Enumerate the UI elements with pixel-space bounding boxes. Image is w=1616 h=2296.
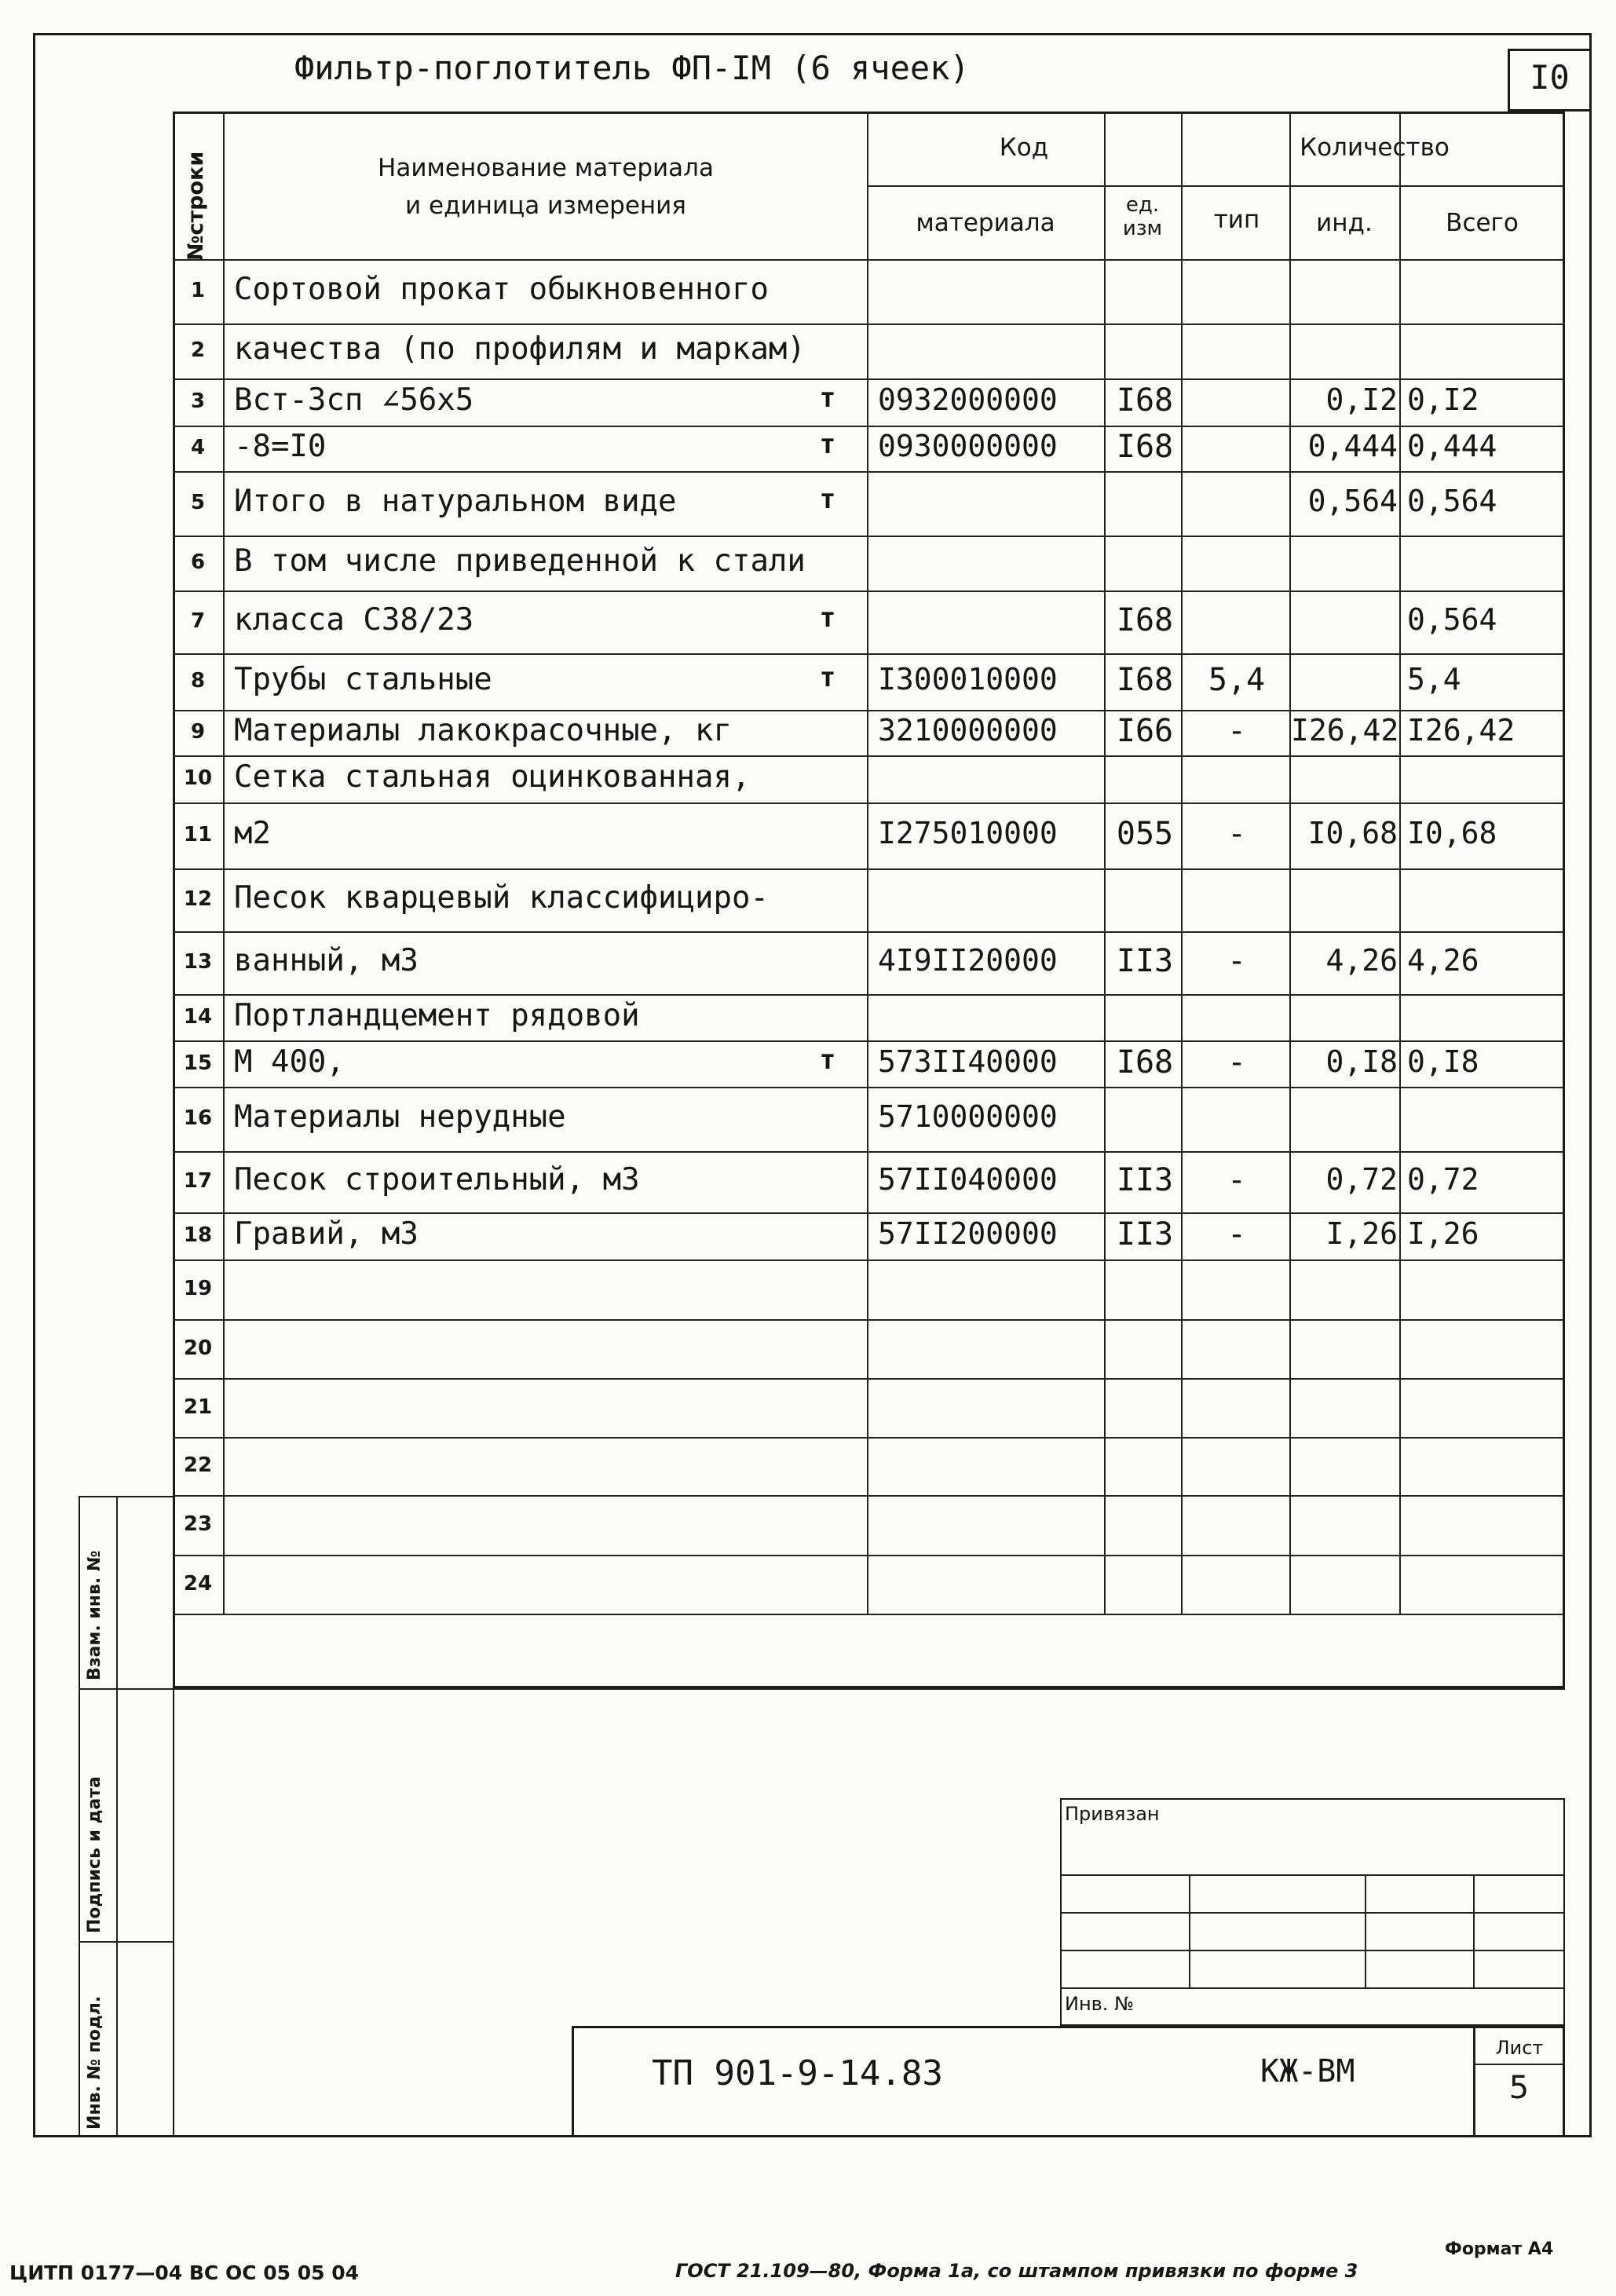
unit: т (819, 484, 836, 515)
row-line (173, 1437, 1565, 1439)
unit-code: I66 (1116, 713, 1174, 749)
qty-type: - (1227, 1162, 1247, 1198)
row-line (173, 803, 1565, 804)
row-number: 23 (183, 1512, 213, 1536)
row-line (173, 1495, 1565, 1497)
qty-ind: I26,42 (1291, 713, 1399, 748)
qty-total: 0,I8 (1407, 1044, 1479, 1079)
row-line (173, 868, 1565, 870)
row-number: 21 (183, 1395, 213, 1419)
row-number: 15 (183, 1051, 213, 1075)
material-code: 0932000000 (878, 382, 1058, 417)
column-line (1181, 112, 1183, 1614)
qty-ind: 0,72 (1325, 1162, 1398, 1197)
qty-total: 0,I2 (1407, 382, 1479, 417)
material-name: -8=I0 (234, 429, 327, 464)
material-name: класса С38/23 (234, 602, 474, 638)
binding-line-2 (1060, 1912, 1565, 1914)
document-code: ТП 901-9-14.83 (652, 2053, 943, 2093)
side-stamp-line-1 (79, 1688, 173, 1690)
material-name: Вст-3сп ∠56x5 (234, 382, 474, 418)
material-code: I275010000 (878, 816, 1058, 850)
row-number: 1 (190, 279, 206, 302)
header-name-line2: и единица измерения (405, 192, 686, 220)
qty-ind: 0,I2 (1325, 382, 1398, 417)
material-name: Портландцемент рядовой (234, 997, 640, 1033)
column-line (1399, 112, 1401, 1614)
header-quantity: Количество (1300, 133, 1450, 162)
header-qty-type: тип (1213, 206, 1260, 234)
row-number: 8 (190, 669, 206, 693)
row-line (173, 710, 1565, 711)
row-line (173, 1151, 1565, 1153)
document-section: КЖ-ВМ (1260, 2053, 1355, 2089)
qty-ind: 0,444 (1307, 429, 1398, 463)
unit-code: I68 (1116, 602, 1174, 638)
row-number: 5 (190, 491, 206, 514)
binding-col-2 (1365, 1874, 1366, 1987)
header-code-unit-2: изм (1122, 217, 1163, 240)
material-name: Сетка стальная оцинкованная, (234, 759, 751, 795)
material-name: м2 (234, 816, 271, 851)
row-line (173, 1212, 1565, 1214)
row-number: 19 (183, 1277, 213, 1300)
row-number: 12 (183, 887, 213, 911)
unit-code: I68 (1116, 662, 1174, 698)
side-stamp-line-2 (79, 1941, 173, 1943)
unit: т (819, 1044, 836, 1076)
material-code: 5710000000 (878, 1099, 1058, 1134)
material-name: Гравий, м3 (234, 1216, 419, 1252)
unit: т (819, 382, 836, 414)
unit-code: I68 (1116, 1044, 1174, 1080)
row-line (173, 1319, 1565, 1321)
row-line (173, 1614, 1565, 1615)
side-stamp-vzam: Взам. инв. № (85, 1550, 104, 1680)
material-code: 573II40000 (878, 1044, 1058, 1079)
row-number: 2 (190, 338, 206, 362)
row-line (173, 590, 1565, 592)
page-title: Фильтр-поглотитель ФП-IM (6 ячеек) (294, 49, 970, 87)
header-subline-code (867, 185, 1565, 187)
row-line (173, 1555, 1565, 1556)
row-number: 22 (183, 1453, 213, 1477)
qty-type: 5,4 (1208, 662, 1266, 698)
material-code: I300010000 (878, 662, 1058, 696)
material-code: 57II040000 (878, 1162, 1058, 1197)
material-name: Материалы лакокрасочные, кг (234, 713, 732, 748)
qty-ind: 0,I8 (1325, 1044, 1398, 1079)
header-name-line1: Наименование материала (378, 154, 714, 182)
row-number: 10 (183, 766, 213, 790)
unit-code: II3 (1116, 943, 1174, 979)
qty-ind: 4,26 (1325, 943, 1398, 978)
column-line (867, 112, 868, 1614)
header-qty-ind: инд. (1316, 209, 1373, 237)
unit-code: II3 (1116, 1162, 1174, 1198)
row-number: 11 (183, 823, 213, 846)
unit-code: II3 (1116, 1216, 1174, 1252)
row-number: 6 (190, 550, 206, 574)
row-line (173, 1087, 1565, 1088)
header-bottom-line (173, 259, 1565, 261)
header-code-unit-1: ед. (1125, 193, 1160, 217)
footer-left: ЦИТП 0177—04 ВС ОС 05 05 04 (9, 2261, 360, 2284)
header-qty-total: Всего (1446, 209, 1519, 237)
row-line (173, 426, 1565, 427)
qty-total: 0,444 (1407, 429, 1497, 463)
table-bottom-line (173, 1688, 1565, 1690)
material-name: Сортовой прокат обыкновенного (234, 272, 769, 307)
row-line (173, 994, 1565, 996)
material-name: Песок строительный, м3 (234, 1162, 640, 1197)
row-number: 13 (183, 950, 213, 974)
unit: т (819, 429, 836, 460)
qty-ind: I,26 (1325, 1216, 1398, 1251)
qty-type: - (1227, 713, 1247, 749)
binding-line-1 (1060, 1874, 1565, 1876)
material-name: Материалы нерудные (234, 1099, 566, 1135)
row-line (173, 471, 1565, 473)
row-number: 7 (190, 609, 206, 633)
qty-ind: 0,564 (1307, 484, 1398, 518)
row-line (173, 931, 1565, 933)
binding-col-1 (1189, 1874, 1190, 1987)
side-stamp-inv-podl: Инв. № подл. (85, 1995, 104, 2130)
unit-code: 055 (1116, 816, 1174, 852)
qty-total: 0,564 (1407, 484, 1497, 518)
row-line (173, 1378, 1565, 1380)
row-number: 18 (183, 1223, 213, 1247)
qty-type: - (1227, 816, 1247, 852)
row-line (173, 1040, 1565, 1042)
row-number: 3 (190, 389, 206, 413)
inv-number-label: Инв. № (1065, 1993, 1135, 2015)
sheet-label: Лист (1495, 2037, 1544, 2059)
unit-code: I68 (1116, 429, 1174, 465)
material-name: качества (по профилям и маркам) (234, 331, 806, 367)
qty-total: I26,42 (1407, 713, 1515, 748)
footer-right: ГОСТ 21.109—80, Форма 1а, со штампом привязки по форме 3 (675, 2260, 1358, 2282)
row-line (173, 755, 1565, 757)
header-code: Код (999, 133, 1049, 162)
qty-total: 0,564 (1407, 602, 1497, 637)
header-code-material: материала (916, 209, 1055, 237)
unit-code: I68 (1116, 382, 1174, 419)
footer-format: Формат А4 (1445, 2239, 1554, 2259)
qty-total: 5,4 (1407, 662, 1461, 696)
unit: т (819, 662, 836, 693)
column-line (1289, 112, 1291, 1614)
header-row-number: №строки (184, 151, 208, 261)
row-number: 4 (190, 436, 206, 459)
row-number: 20 (183, 1336, 213, 1360)
column-line (223, 112, 225, 1614)
qty-type: - (1227, 1044, 1247, 1080)
unit: т (819, 602, 836, 634)
material-code: 3210000000 (878, 713, 1058, 748)
qty-type: - (1227, 1216, 1247, 1252)
binding-stamp-label: Привязан (1065, 1803, 1160, 1825)
material-name: Трубы стальные (234, 662, 492, 697)
material-name: Песок кварцевый классифициро- (234, 880, 769, 916)
binding-line-3 (1060, 1950, 1565, 1951)
row-number: 14 (183, 1004, 213, 1029)
sheet-mark: I0 (1530, 58, 1570, 97)
row-number: 17 (183, 1169, 213, 1193)
column-line (1104, 112, 1106, 1614)
binding-col-3 (1473, 1874, 1475, 1987)
sheet-number: 5 (1508, 2070, 1530, 2106)
qty-total: I,26 (1407, 1216, 1479, 1251)
binding-line-4 (1060, 1987, 1565, 1989)
qty-type: - (1227, 943, 1247, 979)
material-code: 4I9II20000 (878, 943, 1058, 978)
material-code: 0930000000 (878, 429, 1058, 463)
material-name: М 400, (234, 1044, 345, 1080)
row-number: 24 (183, 1571, 213, 1596)
row-line (173, 378, 1565, 380)
row-number: 16 (183, 1106, 213, 1130)
row-line (173, 1260, 1565, 1261)
side-stamp-divider (116, 1496, 118, 2137)
material-code: 57II200000 (878, 1216, 1058, 1251)
material-name: В том числе приведенной к стали (234, 543, 806, 579)
row-number: 9 (190, 720, 206, 744)
qty-ind: I0,68 (1307, 816, 1398, 850)
qty-total: I0,68 (1407, 816, 1497, 850)
material-name: ванный, м3 (234, 943, 419, 978)
sheet-box-line (1473, 2064, 1565, 2065)
row-line (173, 653, 1565, 655)
qty-total: 0,72 (1407, 1162, 1479, 1197)
row-line (173, 324, 1565, 325)
side-stamp-podpis: Подпись и дата (85, 1776, 104, 1933)
material-name: Итого в натуральном виде (234, 484, 677, 519)
qty-total: 4,26 (1407, 943, 1479, 978)
row-line (173, 536, 1565, 537)
